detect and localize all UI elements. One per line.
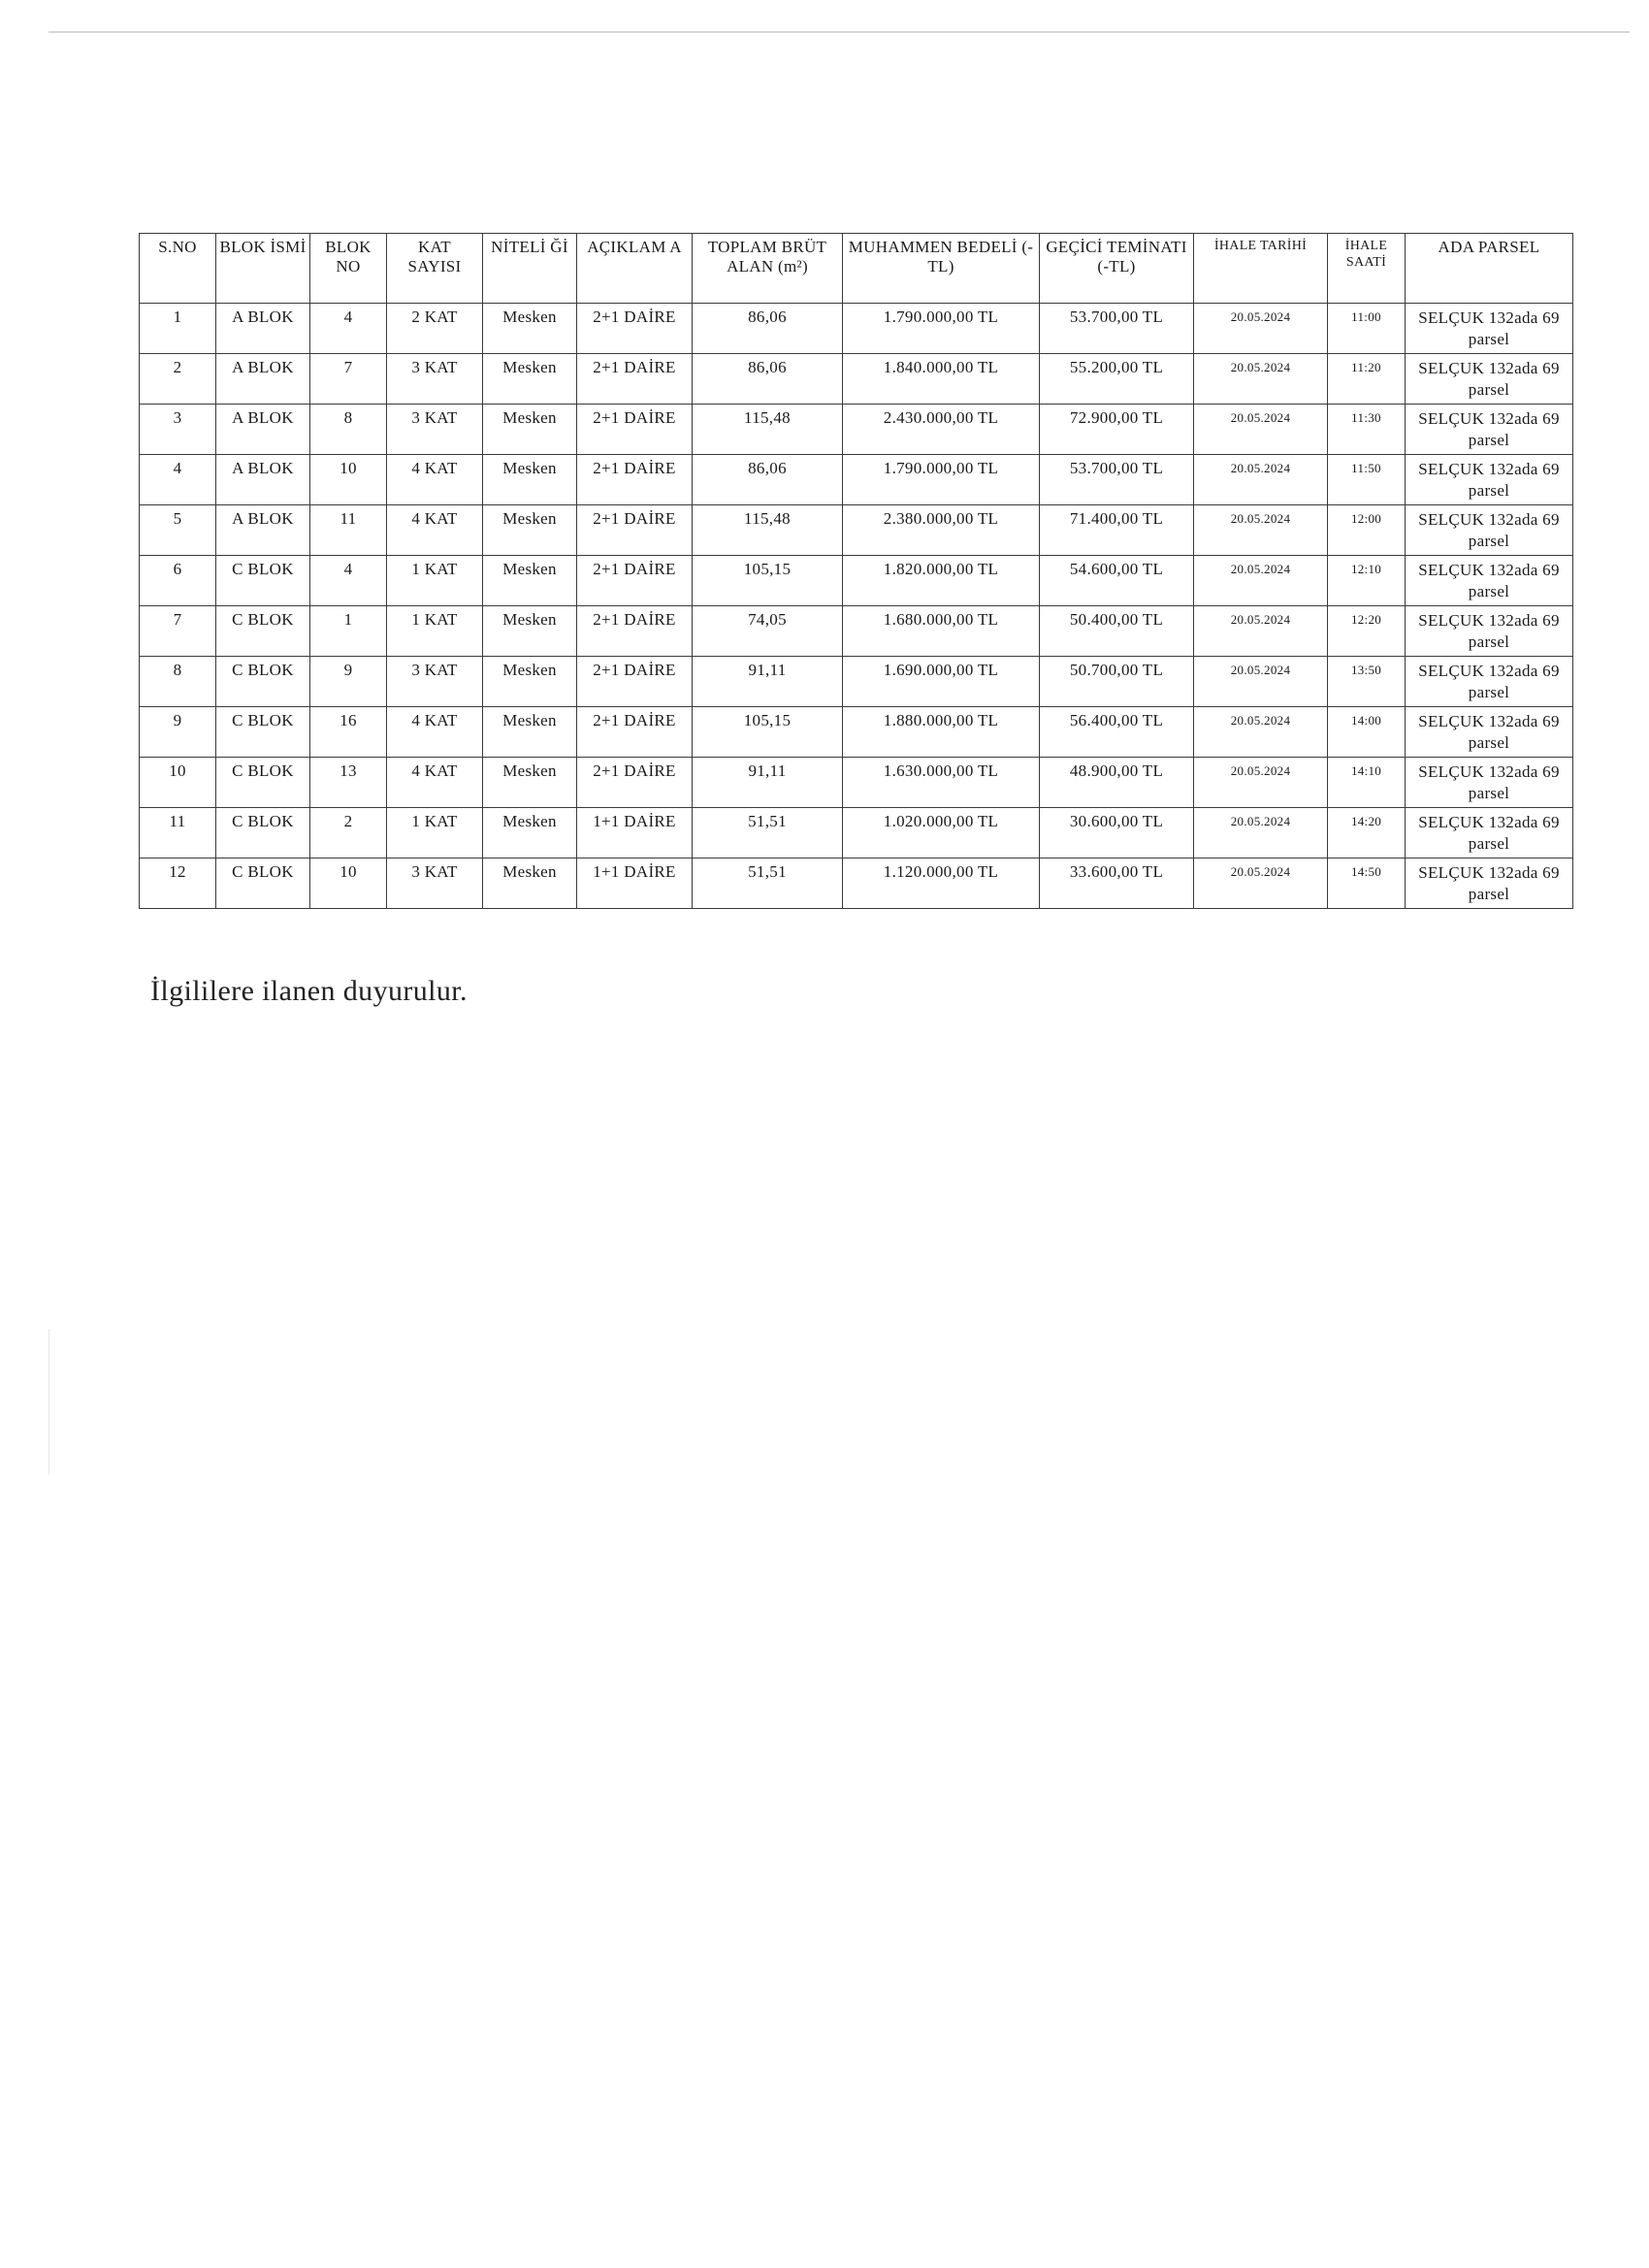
cell-aciklama: 2+1 DAİRE xyxy=(577,606,693,657)
cell-ada-parsel: SELÇUK 132ada 69 parsel xyxy=(1406,455,1573,505)
cell-muhammen-bedeli: 1.880.000,00 TL xyxy=(843,707,1040,758)
cell-gecici-teminati: 50.400,00 TL xyxy=(1040,606,1194,657)
header-aciklama: AÇIKLAM A xyxy=(577,234,693,304)
cell-ihale-saati: 14:00 xyxy=(1328,707,1406,758)
cell-blok-no: 8 xyxy=(310,405,387,455)
cell-niteligi: Mesken xyxy=(483,657,577,707)
cell-sno: 6 xyxy=(140,556,216,606)
cell-muhammen-bedeli: 1.690.000,00 TL xyxy=(843,657,1040,707)
cell-ihale-saati: 11:00 xyxy=(1328,304,1406,354)
header-sno: S.NO xyxy=(140,234,216,304)
cell-niteligi: Mesken xyxy=(483,707,577,758)
cell-toplam-brut-alan: 105,15 xyxy=(693,556,843,606)
cell-blok-ismi: C BLOK xyxy=(216,657,310,707)
cell-muhammen-bedeli: 1.790.000,00 TL xyxy=(843,455,1040,505)
cell-ihale-tarihi: 20.05.2024 xyxy=(1194,657,1328,707)
cell-ada-parsel: SELÇUK 132ada 69 parsel xyxy=(1406,657,1573,707)
cell-kat-sayisi: 1 KAT xyxy=(387,606,483,657)
cell-sno: 10 xyxy=(140,758,216,808)
cell-gecici-teminati: 55.200,00 TL xyxy=(1040,354,1194,405)
cell-ihale-tarihi: 20.05.2024 xyxy=(1194,556,1328,606)
table-row xyxy=(140,405,1573,455)
cell-ada-parsel: SELÇUK 132ada 69 parsel xyxy=(1406,758,1573,808)
cell-toplam-brut-alan: 91,11 xyxy=(693,657,843,707)
cell-sno: 5 xyxy=(140,505,216,556)
cell-blok-ismi: A BLOK xyxy=(216,405,310,455)
cell-toplam-brut-alan: 115,48 xyxy=(693,505,843,556)
cell-ihale-tarihi: 20.05.2024 xyxy=(1194,354,1328,405)
cell-blok-ismi: C BLOK xyxy=(216,859,310,909)
cell-aciklama: 2+1 DAİRE xyxy=(577,304,693,354)
cell-ihale-saati: 11:20 xyxy=(1328,354,1406,405)
cell-kat-sayisi: 4 KAT xyxy=(387,455,483,505)
cell-sno: 4 xyxy=(140,455,216,505)
cell-toplam-brut-alan: 51,51 xyxy=(693,859,843,909)
table-row xyxy=(140,304,1573,354)
cell-muhammen-bedeli: 1.120.000,00 TL xyxy=(843,859,1040,909)
cell-blok-no: 11 xyxy=(310,505,387,556)
cell-blok-ismi: C BLOK xyxy=(216,758,310,808)
table-row xyxy=(140,808,1573,859)
cell-kat-sayisi: 3 KAT xyxy=(387,657,483,707)
cell-ada-parsel: SELÇUK 132ada 69 parsel xyxy=(1406,808,1573,859)
table-row xyxy=(140,758,1573,808)
cell-ada-parsel: SELÇUK 132ada 69 parsel xyxy=(1406,405,1573,455)
table-row xyxy=(140,606,1573,657)
cell-niteligi: Mesken xyxy=(483,859,577,909)
cell-ada-parsel: SELÇUK 132ada 69 parsel xyxy=(1406,859,1573,909)
cell-sno: 9 xyxy=(140,707,216,758)
cell-niteligi: Mesken xyxy=(483,455,577,505)
cell-gecici-teminati: 72.900,00 TL xyxy=(1040,405,1194,455)
cell-niteligi: Mesken xyxy=(483,606,577,657)
notice-text: İlgililere ilanen duyurulur. xyxy=(150,975,468,1007)
cell-gecici-teminati: 71.400,00 TL xyxy=(1040,505,1194,556)
cell-ihale-saati: 14:50 xyxy=(1328,859,1406,909)
cell-kat-sayisi: 4 KAT xyxy=(387,707,483,758)
header-niteligi: NİTELİ Ğİ xyxy=(483,234,577,304)
cell-blok-ismi: A BLOK xyxy=(216,455,310,505)
header-toplam-brut-alan: TOPLAM BRÜT ALAN (m²) xyxy=(693,234,843,304)
cell-ada-parsel: SELÇUK 132ada 69 parsel xyxy=(1406,707,1573,758)
cell-muhammen-bedeli: 2.380.000,00 TL xyxy=(843,505,1040,556)
table-row xyxy=(140,354,1573,405)
table-header-row xyxy=(140,234,1573,304)
cell-ihale-tarihi: 20.05.2024 xyxy=(1194,505,1328,556)
table-row xyxy=(140,707,1573,758)
top-divider xyxy=(48,31,1630,33)
cell-gecici-teminati: 30.600,00 TL xyxy=(1040,808,1194,859)
cell-toplam-brut-alan: 74,05 xyxy=(693,606,843,657)
cell-gecici-teminati: 53.700,00 TL xyxy=(1040,304,1194,354)
cell-toplam-brut-alan: 115,48 xyxy=(693,405,843,455)
cell-ihale-tarihi: 20.05.2024 xyxy=(1194,304,1328,354)
cell-muhammen-bedeli: 1.820.000,00 TL xyxy=(843,556,1040,606)
cell-sno: 12 xyxy=(140,859,216,909)
cell-aciklama: 2+1 DAİRE xyxy=(577,405,693,455)
cell-toplam-brut-alan: 91,11 xyxy=(693,758,843,808)
cell-gecici-teminati: 56.400,00 TL xyxy=(1040,707,1194,758)
cell-niteligi: Mesken xyxy=(483,808,577,859)
cell-sno: 3 xyxy=(140,405,216,455)
cell-muhammen-bedeli: 1.680.000,00 TL xyxy=(843,606,1040,657)
cell-kat-sayisi: 3 KAT xyxy=(387,859,483,909)
table-row xyxy=(140,556,1573,606)
table-row xyxy=(140,657,1573,707)
cell-kat-sayisi: 4 KAT xyxy=(387,758,483,808)
cell-ihale-saati: 14:20 xyxy=(1328,808,1406,859)
cell-kat-sayisi: 1 KAT xyxy=(387,556,483,606)
cell-gecici-teminati: 33.600,00 TL xyxy=(1040,859,1194,909)
header-ada-parsel: ADA PARSEL xyxy=(1406,234,1573,304)
cell-ihale-saati: 13:50 xyxy=(1328,657,1406,707)
cell-ada-parsel: SELÇUK 132ada 69 parsel xyxy=(1406,505,1573,556)
cell-blok-no: 13 xyxy=(310,758,387,808)
cell-sno: 1 xyxy=(140,304,216,354)
cell-blok-ismi: C BLOK xyxy=(216,556,310,606)
cell-ihale-saati: 12:00 xyxy=(1328,505,1406,556)
header-blok-ismi: BLOK İSMİ xyxy=(216,234,310,304)
cell-niteligi: Mesken xyxy=(483,758,577,808)
header-ihale-saati: İHALE SAATİ xyxy=(1328,234,1406,304)
cell-kat-sayisi: 2 KAT xyxy=(387,304,483,354)
cell-kat-sayisi: 3 KAT xyxy=(387,405,483,455)
cell-blok-no: 16 xyxy=(310,707,387,758)
cell-toplam-brut-alan: 105,15 xyxy=(693,707,843,758)
table-row xyxy=(140,859,1573,909)
table-row xyxy=(140,505,1573,556)
table-row xyxy=(140,455,1573,505)
header-muhammen-bedeli: MUHAMMEN BEDELİ (-TL) xyxy=(843,234,1040,304)
cell-gecici-teminati: 50.700,00 TL xyxy=(1040,657,1194,707)
header-ihale-tarihi: İHALE TARİHİ xyxy=(1194,234,1328,304)
cell-toplam-brut-alan: 86,06 xyxy=(693,455,843,505)
cell-ihale-saati: 11:50 xyxy=(1328,455,1406,505)
table-body xyxy=(140,304,1573,909)
cell-aciklama: 2+1 DAİRE xyxy=(577,455,693,505)
cell-muhammen-bedeli: 1.840.000,00 TL xyxy=(843,354,1040,405)
cell-sno: 11 xyxy=(140,808,216,859)
cell-blok-ismi: A BLOK xyxy=(216,354,310,405)
cell-ihale-saati: 11:30 xyxy=(1328,405,1406,455)
cell-aciklama: 2+1 DAİRE xyxy=(577,758,693,808)
header-blok-no: BLOK NO xyxy=(310,234,387,304)
cell-blok-ismi: C BLOK xyxy=(216,808,310,859)
cell-ada-parsel: SELÇUK 132ada 69 parsel xyxy=(1406,556,1573,606)
cell-blok-ismi: A BLOK xyxy=(216,304,310,354)
cell-aciklama: 1+1 DAİRE xyxy=(577,808,693,859)
cell-kat-sayisi: 3 KAT xyxy=(387,354,483,405)
cell-blok-ismi: A BLOK xyxy=(216,505,310,556)
cell-muhammen-bedeli: 2.430.000,00 TL xyxy=(843,405,1040,455)
cell-blok-no: 10 xyxy=(310,455,387,505)
cell-ada-parsel: SELÇUK 132ada 69 parsel xyxy=(1406,354,1573,405)
cell-blok-no: 7 xyxy=(310,354,387,405)
cell-blok-no: 4 xyxy=(310,304,387,354)
cell-sno: 7 xyxy=(140,606,216,657)
cell-aciklama: 2+1 DAİRE xyxy=(577,707,693,758)
cell-niteligi: Mesken xyxy=(483,505,577,556)
cell-blok-no: 9 xyxy=(310,657,387,707)
cell-gecici-teminati: 53.700,00 TL xyxy=(1040,455,1194,505)
cell-aciklama: 2+1 DAİRE xyxy=(577,354,693,405)
cell-ada-parsel: SELÇUK 132ada 69 parsel xyxy=(1406,606,1573,657)
cell-muhammen-bedeli: 1.020.000,00 TL xyxy=(843,808,1040,859)
cell-ihale-saati: 12:10 xyxy=(1328,556,1406,606)
cell-blok-no: 2 xyxy=(310,808,387,859)
cell-kat-sayisi: 4 KAT xyxy=(387,505,483,556)
cell-niteligi: Mesken xyxy=(483,304,577,354)
scan-edge-line xyxy=(48,1329,49,1474)
cell-aciklama: 2+1 DAİRE xyxy=(577,657,693,707)
cell-ihale-tarihi: 20.05.2024 xyxy=(1194,808,1328,859)
cell-blok-no: 10 xyxy=(310,859,387,909)
cell-gecici-teminati: 54.600,00 TL xyxy=(1040,556,1194,606)
cell-aciklama: 2+1 DAİRE xyxy=(577,505,693,556)
cell-toplam-brut-alan: 86,06 xyxy=(693,304,843,354)
cell-blok-no: 4 xyxy=(310,556,387,606)
cell-blok-ismi: C BLOK xyxy=(216,606,310,657)
cell-sno: 8 xyxy=(140,657,216,707)
cell-aciklama: 2+1 DAİRE xyxy=(577,556,693,606)
cell-ihale-tarihi: 20.05.2024 xyxy=(1194,405,1328,455)
cell-niteligi: Mesken xyxy=(483,405,577,455)
header-kat-sayisi: KAT SAYISI xyxy=(387,234,483,304)
header-gecici-teminati: GEÇİCİ TEMİNATI (-TL) xyxy=(1040,234,1194,304)
cell-blok-no: 1 xyxy=(310,606,387,657)
cell-ihale-saati: 12:20 xyxy=(1328,606,1406,657)
cell-ihale-tarihi: 20.05.2024 xyxy=(1194,707,1328,758)
cell-toplam-brut-alan: 51,51 xyxy=(693,808,843,859)
auction-table xyxy=(139,233,1573,909)
cell-muhammen-bedeli: 1.630.000,00 TL xyxy=(843,758,1040,808)
cell-ihale-tarihi: 20.05.2024 xyxy=(1194,606,1328,657)
cell-kat-sayisi: 1 KAT xyxy=(387,808,483,859)
cell-niteligi: Mesken xyxy=(483,354,577,405)
cell-ihale-tarihi: 20.05.2024 xyxy=(1194,859,1328,909)
cell-ihale-saati: 14:10 xyxy=(1328,758,1406,808)
cell-niteligi: Mesken xyxy=(483,556,577,606)
cell-gecici-teminati: 48.900,00 TL xyxy=(1040,758,1194,808)
cell-sno: 2 xyxy=(140,354,216,405)
cell-muhammen-bedeli: 1.790.000,00 TL xyxy=(843,304,1040,354)
cell-toplam-brut-alan: 86,06 xyxy=(693,354,843,405)
cell-ihale-tarihi: 20.05.2024 xyxy=(1194,758,1328,808)
cell-ihale-tarihi: 20.05.2024 xyxy=(1194,455,1328,505)
cell-blok-ismi: C BLOK xyxy=(216,707,310,758)
cell-ada-parsel: SELÇUK 132ada 69 parsel xyxy=(1406,304,1573,354)
cell-aciklama: 1+1 DAİRE xyxy=(577,859,693,909)
